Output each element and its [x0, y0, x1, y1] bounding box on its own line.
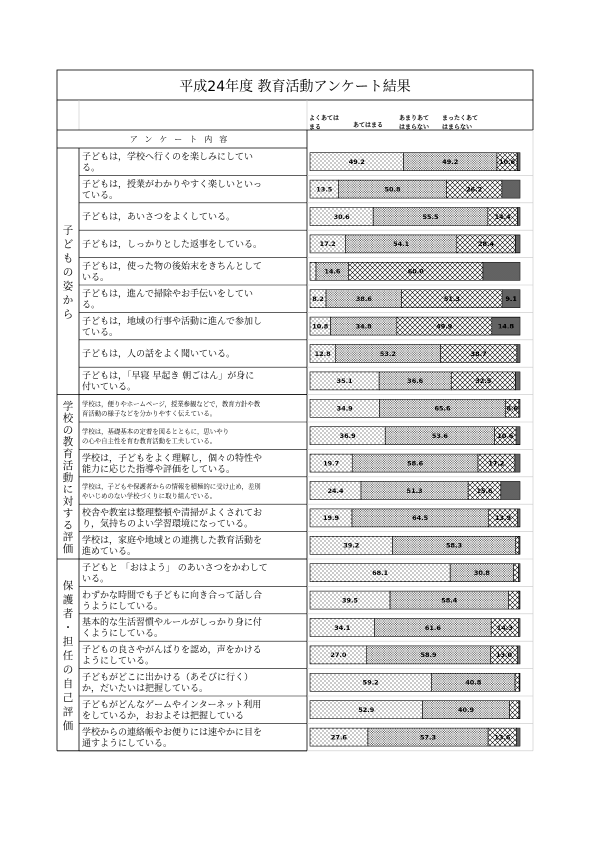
data-label: 40.8 — [465, 678, 482, 687]
stacked-bar — [310, 619, 520, 637]
question-text: 子どもは，人の話をよく聞いている。 — [82, 349, 236, 360]
question-text: 子どもは，授業がわかりやすく楽しいといっている。 — [82, 179, 263, 201]
data-label: 8.6 — [506, 404, 519, 413]
stacked-bar — [310, 591, 520, 609]
question-text: 子どもと 「おはよう」 のあいさつをかわしている。 — [82, 563, 268, 585]
data-label: 8.2 — [312, 295, 324, 303]
stacked-bar — [310, 646, 520, 664]
data-label: 51.3 — [406, 486, 423, 495]
data-label: 10.6 — [499, 158, 516, 166]
data-label: 64.5 — [412, 514, 429, 523]
data-label: 40.9 — [458, 706, 475, 714]
bar-segment — [517, 728, 520, 746]
bar-segment — [508, 591, 519, 609]
data-label: 27.0 — [330, 651, 347, 660]
legend-label: まったくあてはまらない — [442, 115, 479, 131]
data-label: 39.5 — [342, 596, 359, 605]
bar-segment — [519, 536, 520, 554]
data-label: 32.5 — [475, 377, 492, 386]
data-label: 13.9 — [494, 514, 512, 523]
question-text: 子どもは，学校へ行くのを楽しみにしている。 — [82, 152, 254, 174]
question-text: 子どもは，しっかりとした返事をしている。 — [82, 240, 263, 251]
data-label: 59.2 — [362, 678, 379, 687]
data-label: 61.6 — [424, 623, 441, 632]
bar-segment — [518, 619, 520, 637]
data-label: 38.7 — [470, 349, 487, 358]
data-label: 34.9 — [336, 404, 353, 413]
data-label: 68.1 — [372, 569, 389, 577]
data-label: 19.9 — [322, 514, 340, 523]
data-label: 57.3 — [419, 733, 437, 742]
stacked-bar — [310, 509, 520, 527]
data-label: 30.6 — [333, 212, 350, 221]
question-text: 学校からの連絡帳やお便りには速やかに目を通すようにしている。 — [82, 727, 263, 749]
bar-segment — [510, 701, 519, 719]
stacked-bar — [310, 262, 520, 280]
stacked-bar — [310, 317, 520, 335]
legend-label: あてはまる — [353, 122, 384, 129]
bar-segment — [515, 454, 520, 472]
stacked-bar — [310, 536, 520, 554]
data-label: 14.8 — [497, 322, 514, 331]
data-label: 14.4 — [494, 212, 511, 221]
data-label: 28.4 — [478, 240, 495, 249]
data-label: 51.3 — [443, 295, 460, 303]
data-label: 17.2 — [488, 459, 505, 468]
legend-entry — [399, 114, 429, 131]
data-label: 55.5 — [422, 212, 439, 221]
legend-entry — [442, 114, 478, 131]
data-label: 58.4 — [441, 596, 458, 605]
data-label: 27.6 — [330, 733, 347, 742]
question-text: 子どもは，あいさつをよくしている。 — [82, 212, 236, 223]
data-label: 49.9 — [436, 322, 453, 331]
data-label: 49.2 — [442, 158, 459, 166]
question-text: 学校は，家庭や地域との連携した教育活動を進めている。 — [82, 536, 263, 557]
data-label: 54.1 — [393, 240, 410, 249]
data-label: 26.2 — [466, 185, 483, 194]
bar-segment — [518, 646, 520, 664]
bar-segment — [502, 180, 520, 198]
bar-segment — [519, 673, 520, 691]
legend-entry — [353, 121, 383, 129]
stacked-bar — [310, 372, 520, 390]
data-label: 36.9 — [339, 432, 356, 440]
question-text: 子どもの良さやがんばりを認め，声をかけるようにしている。 — [82, 645, 262, 667]
data-label: 49.2 — [348, 158, 365, 166]
data-label: 60.0 — [407, 267, 424, 276]
legend-entry — [309, 114, 339, 131]
bar-segment — [517, 345, 520, 363]
data-label: 14.3 — [496, 623, 513, 632]
data-label: 19.7 — [323, 459, 340, 468]
legend — [309, 114, 478, 131]
data-label: 24.4 — [327, 486, 344, 495]
data-label: 58.3 — [445, 541, 462, 550]
data-label: 9.1 — [505, 295, 517, 303]
bar-segment — [515, 235, 520, 253]
section-label: 保護者・担任の自己評価 — [62, 579, 74, 732]
bar-segment — [519, 701, 520, 719]
data-label: 36.6 — [407, 377, 424, 386]
question-text: 子どもがどんなゲームやインターネット利用をしているか，おおよそは把握している — [82, 700, 262, 722]
stacked-bar — [310, 701, 520, 719]
stacked-bar — [310, 180, 520, 198]
data-label: 13.5 — [316, 185, 333, 194]
data-label: 39.2 — [343, 541, 360, 550]
bar-segment — [514, 564, 519, 582]
data-label: 58.6 — [407, 459, 424, 468]
question-text: 子どもは，「早寝 早起き 朝ごはん」が身に付いている。 — [82, 371, 255, 393]
data-label: 53.2 — [379, 349, 396, 358]
question-text: 子どもがどこに出かける（あそびに行く）か，だいたいは把握している。 — [82, 673, 254, 694]
bar-segment — [310, 262, 316, 280]
bar-segment — [515, 673, 519, 691]
question-text: 校舎や教室は整理整頓や清掃がよくされており，気持ちのよい学習環境になっている。 — [82, 508, 263, 530]
bar-segment — [501, 482, 520, 500]
data-label: 65.6 — [434, 404, 451, 413]
data-label: 30.8 — [473, 569, 490, 577]
bar-segment — [483, 262, 520, 280]
question-text: 学校は，子どもをよく理解し，個々の特性や能力に応じた指導や評価をしている。 — [82, 453, 263, 475]
data-label: 35.1 — [336, 377, 353, 386]
stacked-bar — [310, 208, 520, 226]
question-text: 子どもは，使った物の後始末をきちんとしている。 — [82, 262, 263, 283]
data-label: 10.8 — [312, 322, 329, 331]
question-text: 基本的な生活習慣やルールがしっかり身に付くようにしている。 — [82, 618, 262, 640]
bar-segment — [518, 509, 520, 527]
data-label: 52.9 — [358, 706, 375, 714]
stacked-bar — [310, 454, 520, 472]
question-text: 子どもは，進んで掃除やお手伝いをしている。 — [82, 289, 254, 311]
section-label: 子どもの姿から — [62, 224, 74, 321]
stacked-bar — [310, 482, 520, 500]
question-text: わずかな時間でも子どもに向き合って話し合うようにしている。 — [82, 590, 263, 612]
stacked-bar — [310, 673, 520, 691]
bar-segment — [515, 536, 519, 554]
stacked-bar — [310, 399, 520, 417]
stacked-bar — [310, 235, 520, 253]
stacked-bar — [310, 728, 520, 746]
bar-segment — [517, 153, 520, 171]
question-text: 学校は，子どもや保護者からの情報を積極的に受け止め，差別やいじめのない学校づくりに取り組んでいる。 — [82, 482, 261, 500]
data-label: 38.6 — [355, 295, 372, 303]
bar-segment — [516, 427, 520, 445]
data-label: 58.9 — [420, 651, 437, 660]
stacked-bar — [310, 427, 520, 445]
data-label: 53.6 — [431, 432, 448, 440]
page-title: 平成24年度 教育活動アンケート結果 — [179, 79, 411, 95]
legend-label: あまりあてはまらない — [399, 115, 430, 131]
bar-segment — [515, 372, 520, 390]
section-label: 学校の教育活動に対する評価 — [62, 400, 74, 556]
data-label: 50.8 — [384, 185, 401, 194]
stacked-bar — [310, 564, 520, 582]
data-label: 13.6 — [494, 733, 511, 742]
bar-segment — [519, 399, 520, 417]
data-label: 10.6 — [497, 432, 514, 440]
data-label: 15.6 — [476, 486, 493, 495]
data-label: 13.0 — [496, 651, 513, 660]
question-text: 学校は，便りやホームページ，授業参観などで，教育方針や教育活動の様子などを分かりやすく伝えている。 — [82, 400, 261, 418]
question-text: 学校は，基礎基本の定着を図るとともに，思いやりの心や自主性を育む教育活動を工夫している。 — [82, 427, 229, 445]
legend-label: よくあてはまる — [309, 115, 340, 131]
data-label: 34.1 — [334, 623, 351, 632]
stacked-bar — [310, 290, 520, 308]
data-label: 12.8 — [314, 349, 331, 358]
bar-segment — [518, 208, 520, 226]
question-text: 子どもは，地域の行事や活動に進んで参加している。 — [82, 316, 263, 338]
stacked-bar — [310, 345, 520, 363]
data-label: 34.8 — [355, 322, 372, 331]
data-label: 14.6 — [324, 267, 341, 276]
column-header: アンケート内容 — [129, 135, 235, 144]
bar-segment — [519, 564, 520, 582]
data-label: 17.2 — [319, 240, 336, 249]
bar-segment — [519, 591, 520, 609]
stacked-bar — [310, 153, 520, 171]
